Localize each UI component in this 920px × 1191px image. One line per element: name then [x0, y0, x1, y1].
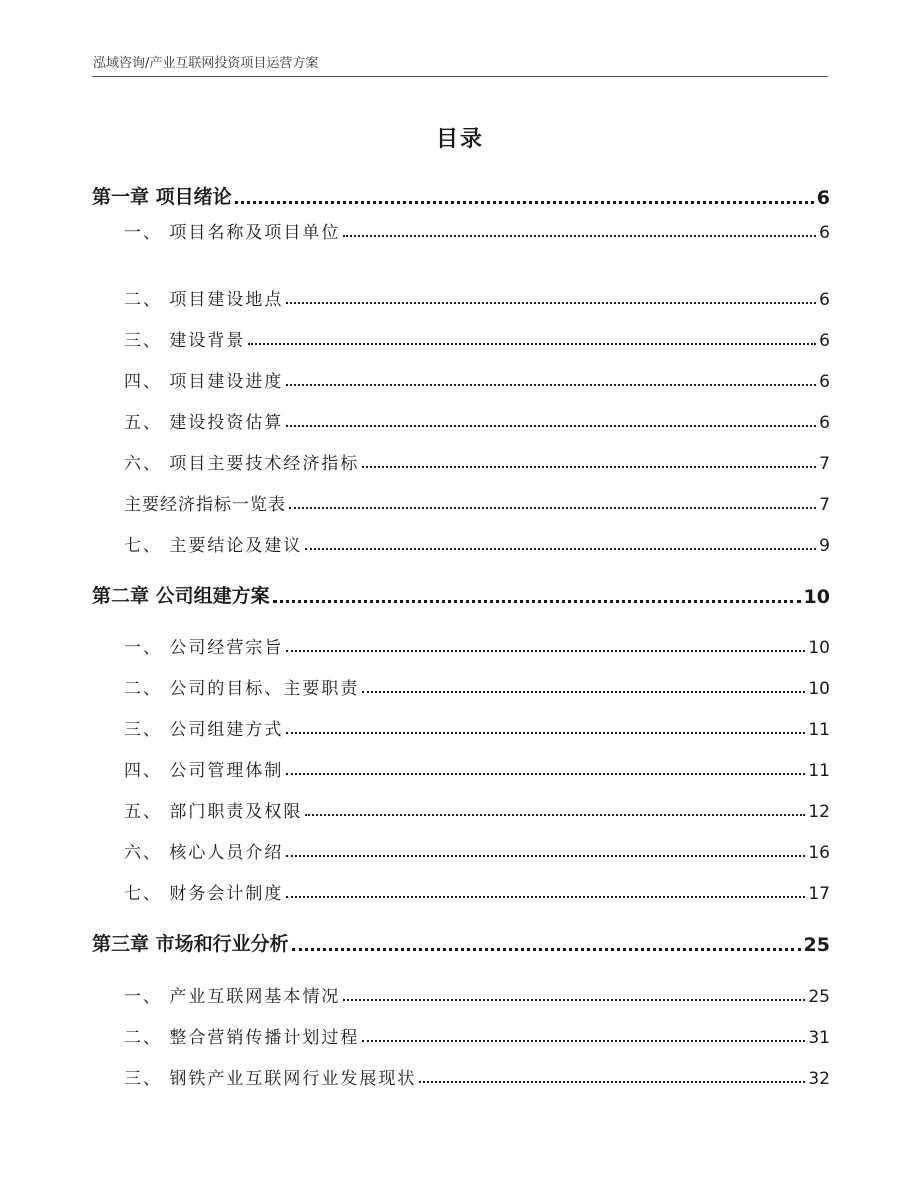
toc-entry-label: 七、 主要结论及建议: [124, 536, 303, 556]
toc-page-number: 10: [808, 638, 830, 658]
dot-leader: [286, 732, 805, 734]
dot-leader: [286, 302, 816, 304]
toc-section[interactable]: [92, 798, 830, 822]
toc-page-number: 12: [808, 802, 830, 822]
toc-section[interactable]: [92, 450, 830, 474]
toc-entry-label: 五、 部门职责及权限: [124, 802, 303, 822]
toc-page-number: 6: [819, 331, 830, 351]
toc-page-number: 6: [819, 413, 830, 433]
toc-page-number: 6: [819, 372, 830, 392]
toc-entry-label: 一、 公司经营宗旨: [124, 638, 284, 658]
toc-page-number: 7: [819, 495, 830, 515]
toc-entry-label: 三、 钢铁产业互联网行业发展现状: [124, 1069, 417, 1089]
toc-entry-label: 第三章 市场和行业分析: [92, 933, 289, 955]
toc-entry-label: 二、 公司的目标、主要职责: [124, 679, 360, 699]
toc-page-number: 6: [819, 290, 830, 310]
dot-leader: [292, 948, 801, 951]
toc-section[interactable]: [92, 409, 830, 433]
toc-title: 目录: [435, 127, 484, 152]
toc-entry-label: 二、 整合营销传播计划过程: [124, 1028, 360, 1048]
dot-leader: [343, 235, 816, 237]
dot-leader: [286, 425, 816, 427]
toc-section[interactable]: [92, 1065, 830, 1089]
toc-section[interactable]: [92, 757, 830, 781]
toc-section[interactable]: [92, 219, 830, 243]
toc-chapter[interactable]: [92, 930, 830, 956]
toc-section[interactable]: [92, 839, 830, 863]
dot-leader: [343, 999, 805, 1001]
toc-section[interactable]: [92, 675, 830, 699]
toc-page-number: 31: [808, 1028, 830, 1048]
dot-leader: [286, 384, 816, 386]
toc-entry-label: 五、 建设投资估算: [124, 413, 284, 433]
toc-entry-label: 四、 公司管理体制: [124, 761, 284, 781]
toc-section[interactable]: [92, 532, 830, 556]
dot-leader: [305, 814, 805, 816]
dot-leader: [235, 201, 814, 204]
dot-leader: [286, 896, 805, 898]
toc-entry-label: 三、 建设背景: [124, 331, 246, 351]
running-header: 泓域咨询/产业互联网投资项目运营方案: [93, 56, 319, 71]
dot-leader: [286, 855, 805, 857]
toc-section[interactable]: [92, 880, 830, 904]
toc-section[interactable]: [92, 368, 830, 392]
toc-page-number: 11: [808, 720, 830, 740]
toc-page-number: 16: [808, 843, 830, 863]
toc-entry-label: 七、 财务会计制度: [124, 884, 284, 904]
dot-leader: [286, 773, 805, 775]
toc-page-number: 11: [808, 761, 830, 781]
toc-page-number: 10: [808, 679, 830, 699]
dot-leader: [248, 343, 816, 345]
toc-section[interactable]: [92, 491, 830, 515]
toc-section[interactable]: [92, 286, 830, 310]
dot-leader: [362, 466, 816, 468]
toc-section[interactable]: [92, 634, 830, 658]
toc-chapter[interactable]: [92, 183, 830, 209]
toc-section[interactable]: [92, 327, 830, 351]
dot-leader: [273, 600, 801, 603]
toc-entry-label: 六、 核心人员介绍: [124, 843, 284, 863]
toc-page-number: 25: [803, 934, 830, 956]
toc-entry-label: 六、 项目主要技术经济指标: [124, 454, 360, 474]
toc-page-number: 32: [808, 1069, 830, 1089]
dot-leader: [289, 507, 816, 509]
toc-entry-label: 一、 产业互联网基本情况: [124, 987, 341, 1007]
toc-section[interactable]: [92, 1024, 830, 1048]
dot-leader: [419, 1081, 805, 1083]
dot-leader: [362, 1040, 805, 1042]
table-of-contents: [92, 0, 830, 1191]
toc-entry-label: 第一章 项目绪论: [92, 186, 232, 208]
toc-page-number: 6: [819, 223, 830, 243]
toc-entry-label: 四、 项目建设进度: [124, 372, 284, 392]
toc-entry-label: 二、 项目建设地点: [124, 290, 284, 310]
toc-chapter[interactable]: [92, 582, 830, 608]
dot-leader: [362, 691, 805, 693]
toc-entry-label: 主要经济指标一览表: [124, 495, 286, 515]
toc-section[interactable]: [92, 983, 830, 1007]
toc-page-number: 25: [808, 987, 830, 1007]
toc-page-number: 7: [819, 454, 830, 474]
toc-entry-label: 第二章 公司组建方案: [92, 585, 270, 607]
toc-entry-label: 一、 项目名称及项目单位: [124, 223, 341, 243]
toc-page-number: 6: [816, 187, 830, 209]
toc-entry-label: 三、 公司组建方式: [124, 720, 284, 740]
toc-page-number: 17: [808, 884, 830, 904]
dot-leader: [305, 548, 816, 550]
toc-page-number: 9: [819, 536, 830, 556]
toc-section[interactable]: [92, 716, 830, 740]
dot-leader: [286, 650, 805, 652]
toc-page-number: 10: [803, 586, 830, 608]
